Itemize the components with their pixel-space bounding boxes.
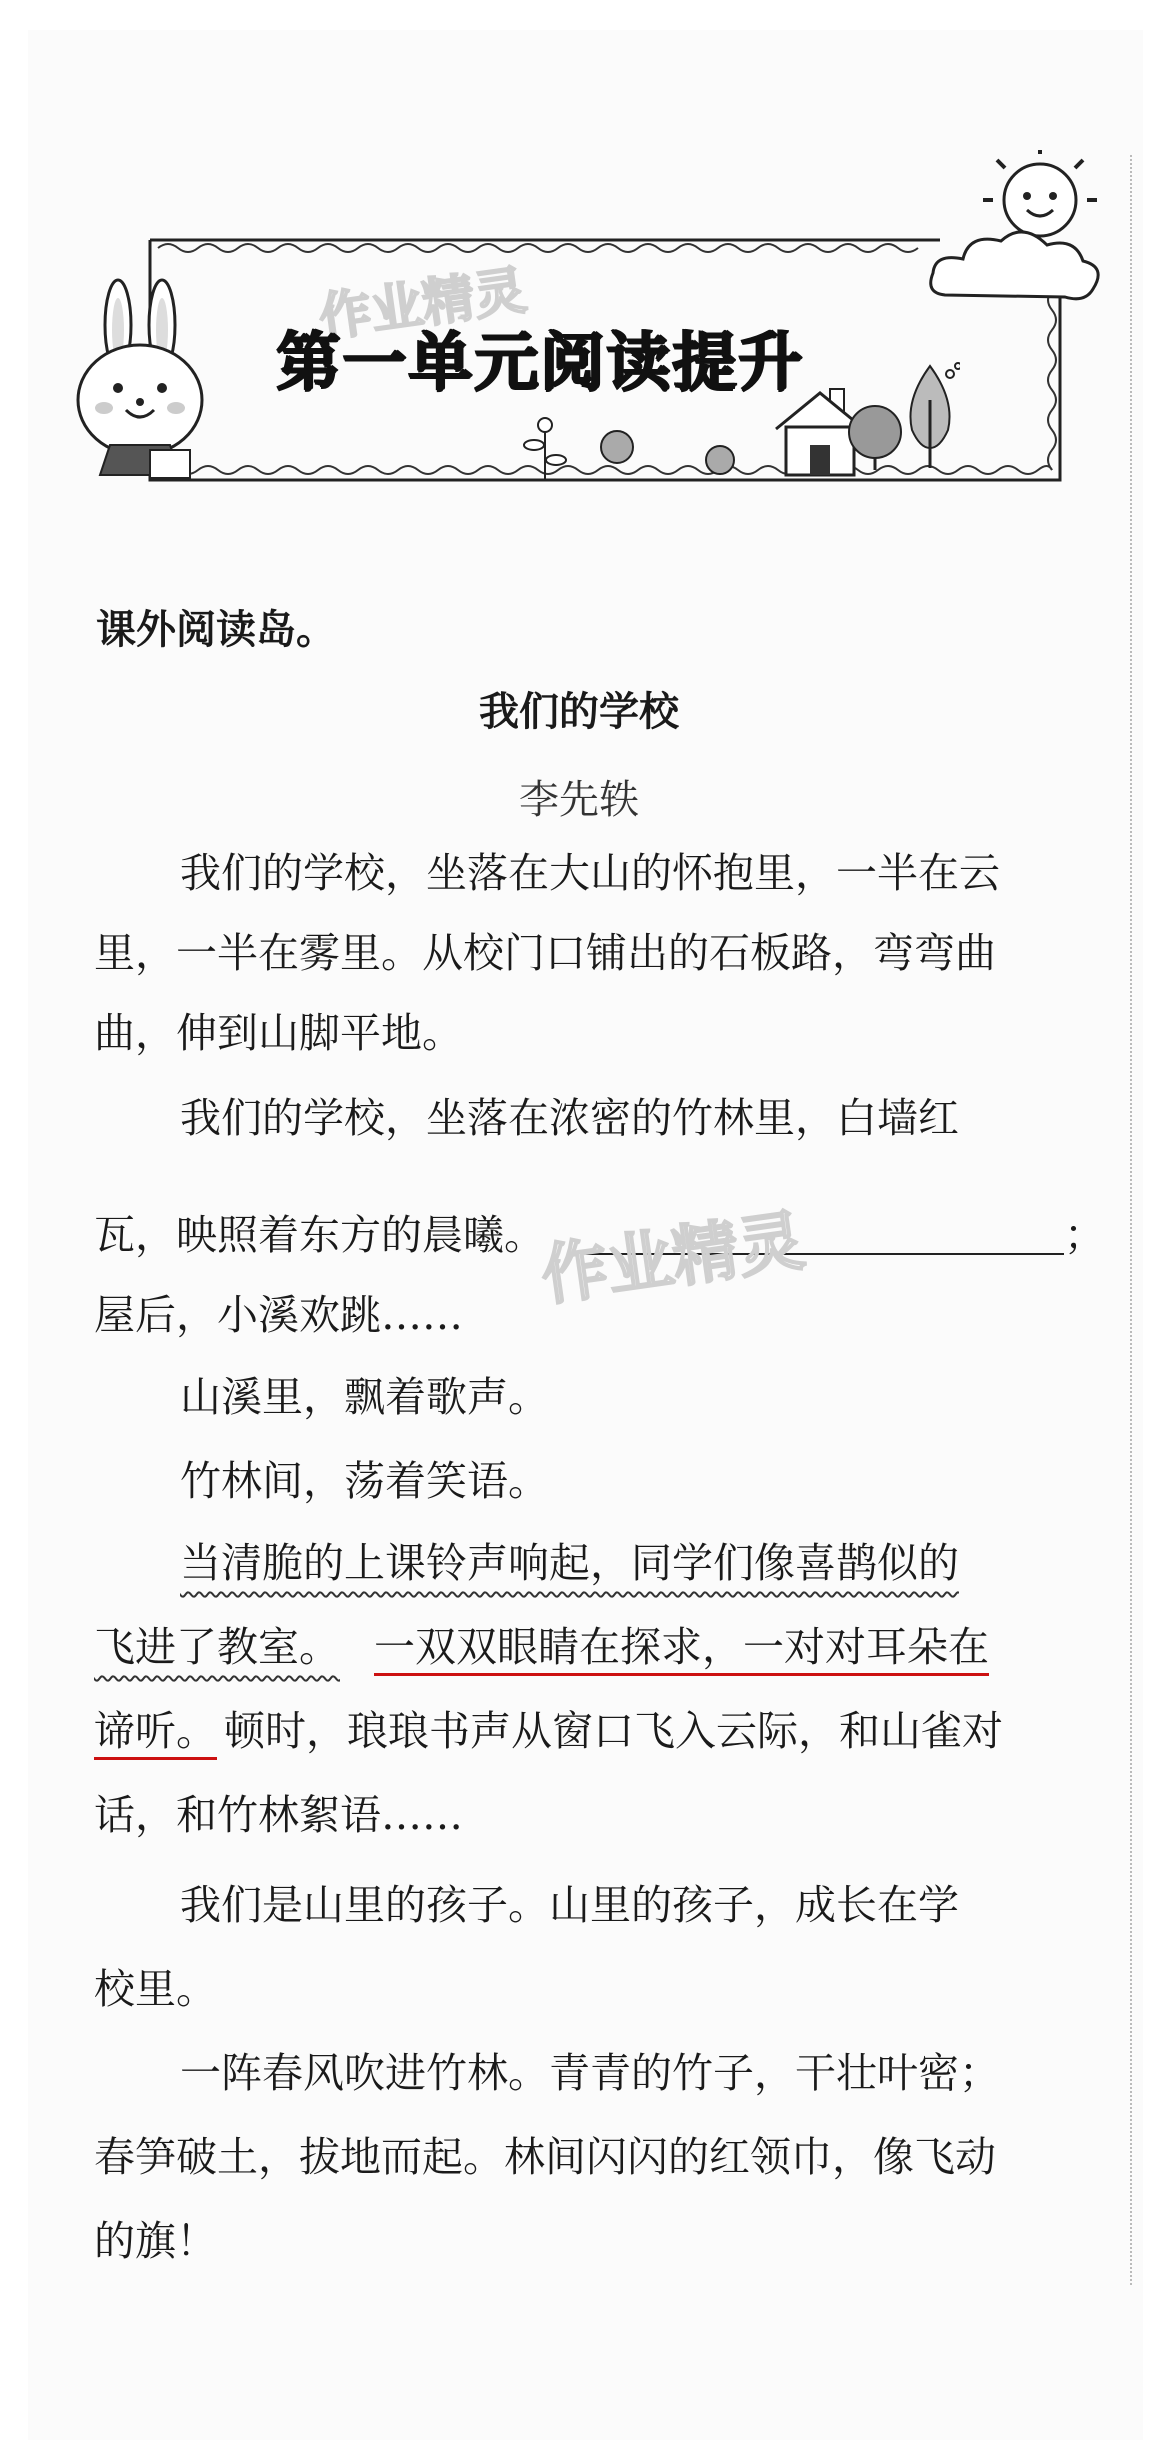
wavy-underlined-sentence: 飞进了教室。: [94, 1623, 340, 1671]
article-title: 我们的学校: [479, 689, 679, 735]
paragraph-line: 山溪里，飘着歌声。: [180, 1373, 549, 1421]
paragraph-line: 我们的学校，坐落在浓密的竹林里，白墙红: [180, 1094, 959, 1142]
paragraph-line: 竹林间，荡着笑语。: [180, 1457, 549, 1505]
paragraph-line: 我们的学校，坐落在大山的怀抱里，一半在云: [180, 849, 1000, 897]
margin-rule: [1130, 155, 1132, 2285]
paragraph-line: 的旗！: [94, 2217, 217, 2265]
paragraph-line: 校里。: [94, 1965, 217, 2013]
paragraph-line: 顿时，琅琅书声从窗口飞入云际，和山雀对: [224, 1707, 1003, 1755]
paragraph-line: 屋后，小溪欢跳……: [94, 1291, 463, 1339]
rabbit-icon: [70, 270, 210, 490]
flower-icon: [840, 400, 910, 470]
flower-icon: [700, 440, 740, 480]
paragraph-line: 瓦，映照着东方的晨曦。: [94, 1211, 545, 1259]
red-underlined-sentence: 谛听。: [94, 1707, 217, 1755]
watermark: 作业精灵: [315, 260, 530, 350]
paragraph-line: 一阵春风吹进竹林。青青的竹子，干壮叶密；: [180, 2049, 1000, 2097]
paragraph-line: 春笋破土，拔地而起。林间闪闪的红领巾，像飞动: [94, 2133, 996, 2181]
paragraph-line: ；: [1064, 1211, 1105, 1259]
paragraph-line: 里，一半在雾里。从校门口铺出的石板路，弯弯曲: [94, 929, 996, 977]
watermark: 作业精灵: [536, 1201, 809, 1315]
section-heading: 课外阅读岛。: [96, 607, 336, 653]
article-author: 李先轶: [519, 777, 639, 823]
red-underlined-sentence: 一双双眼睛在探求，一对对耳朵在: [374, 1623, 989, 1671]
flower-icon: [520, 415, 570, 480]
cloud-icon: [925, 215, 1105, 310]
unit-title: 第一单元阅读提升: [276, 326, 804, 400]
wavy-underlined-sentence: 当清脆的上课铃声响起，同学们像喜鹊似的: [180, 1539, 959, 1587]
paragraph-line: 话，和竹林絮语……: [94, 1791, 463, 1839]
paragraph-line: 我们是山里的孩子。山里的孩子，成长在学: [180, 1881, 959, 1929]
paragraph-line: 曲，伸到山脚平地。: [94, 1009, 463, 1057]
flower-icon: [595, 425, 640, 470]
